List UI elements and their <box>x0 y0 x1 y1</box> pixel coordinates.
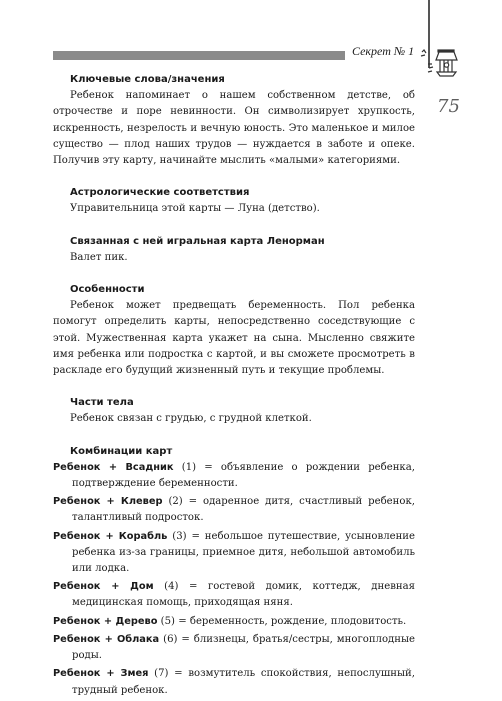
section-heading: Комбинации карт <box>70 445 173 457</box>
combination-cards: Ребенок + Всадник <box>53 461 174 473</box>
section-body-parts <box>53 395 415 427</box>
combination-cards: Ребенок + Корабль <box>53 530 168 542</box>
running-title: Секрет № 1 <box>352 44 415 58</box>
combination-item <box>53 494 415 526</box>
section-heading: Астрологические соответствия <box>70 187 250 199</box>
combination-cards: Ребенок + Клевер <box>53 496 163 508</box>
section-heading: Связанная с ней игральная карта Ленорман <box>70 235 325 247</box>
combination-number: (2) <box>168 496 183 508</box>
section-heading: Части тела <box>70 397 134 409</box>
combination-number: (3) <box>172 530 187 542</box>
header-rule <box>53 51 345 60</box>
combination-item <box>53 632 415 664</box>
section-keywords <box>53 72 415 169</box>
page-number: 75 <box>437 96 460 117</box>
section-astrology <box>53 185 415 217</box>
lamp-icon <box>412 38 460 82</box>
combination-meaning: = гостевой домик, коттедж, дневная медицинская помощь, приходящая няня. <box>72 581 416 609</box>
combination-meaning: = объявление о рождении ребенка, подтверждение беременности. <box>72 461 415 490</box>
section-features <box>53 282 415 379</box>
combination-cards: Ребенок + Дом <box>53 581 154 593</box>
combination-number: (6) <box>163 633 178 645</box>
combination-meaning: = небольшое путешествие, усыновление ребенка из-за границы, приемное дитя, небольшой автомобиль или лодка. <box>72 530 416 575</box>
combination-item <box>53 614 415 630</box>
combination-meaning: = возмутитель спокойствия, непослушный, трудный ребенок. <box>72 668 415 696</box>
combination-number: (4) <box>164 581 179 593</box>
combination-cards: Ребенок + Дерево <box>53 615 158 627</box>
combination-number: (1) <box>181 461 197 473</box>
combination-meaning: = беременность, рождение, плодовитость. <box>178 615 407 627</box>
combination-meaning: = близнецы, братья/сестры, многоплодные роды. <box>72 633 415 662</box>
combination-number: (5) <box>160 615 175 627</box>
section-text: Ребенок может предвещать беременность. Пол ребенка помогут определить карты, непосредственно соседствующие с этой. Мужественная карта укажет на сына. Мысленно свяжите имя ребенка или подростка с картой, и вы сможете просмотреть в раскладе его будущий жизненный путь и текущие проблемы. <box>53 300 415 377</box>
combination-meaning: = одаренное дитя, счастливый ребенок, талантливый подросток. <box>72 496 415 524</box>
section-text: Управительница этой карты — Луна (детство). <box>70 203 320 215</box>
section-lenormand <box>53 234 415 266</box>
combination-list <box>53 460 415 699</box>
section-text: Ребенок связан с грудью, с грудной клеткой. <box>70 413 312 425</box>
section-text: Валет пик. <box>70 251 128 263</box>
combination-item <box>53 579 415 611</box>
combination-item <box>53 460 415 492</box>
combination-item <box>53 529 415 578</box>
combination-number: (7) <box>154 668 169 680</box>
combination-item <box>53 666 415 698</box>
section-text: Ребенок напоминает о нашем собственном детстве, об отрочестве и поре невинности. Он символизирует хрупкость, искренность, незрелость и вечную юность. Это маленькое и милое существо — плод наших трудов — нуждается в заботе и опеке. Получив эту карту, начинайте мыслить «малыми» категориями. <box>53 90 415 167</box>
section-combinations <box>53 444 415 699</box>
page-body <box>53 72 415 701</box>
section-heading: Особенности <box>70 284 145 296</box>
section-heading: Ключевые слова/значения <box>70 74 225 85</box>
combination-cards: Ребенок + Змея <box>53 668 149 680</box>
combination-cards: Ребенок + Облака <box>53 633 160 645</box>
